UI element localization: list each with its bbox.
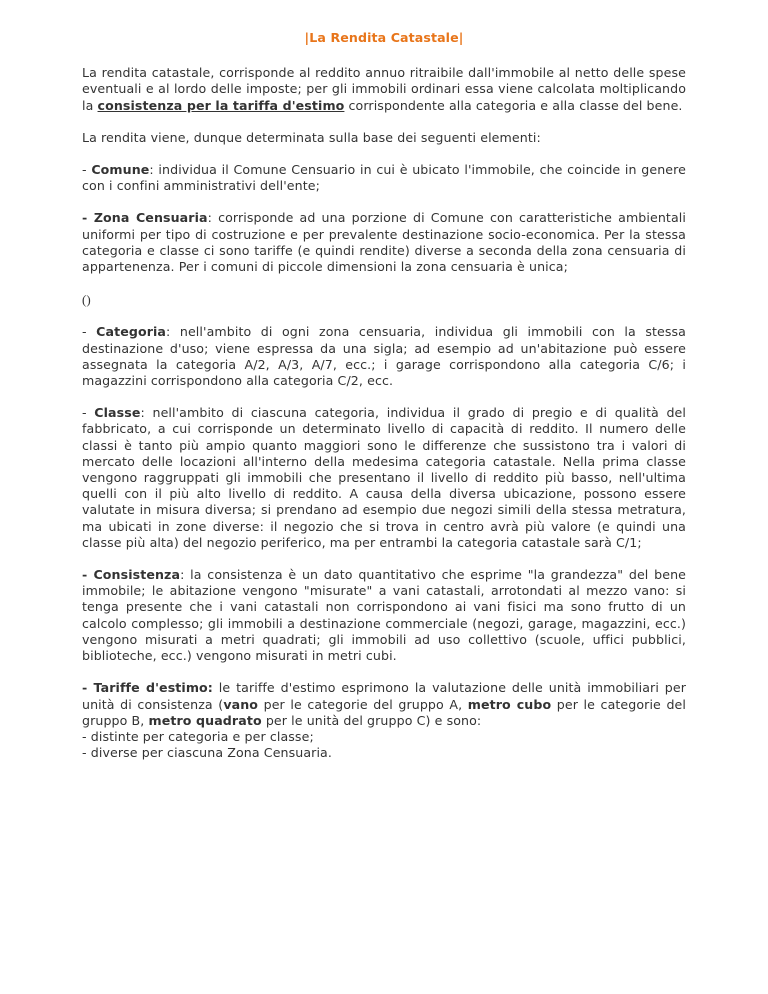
intro-paragraph (82, 65, 686, 114)
tariffe-text-c: per le categorie del gruppo B, (82, 696, 687, 728)
tariffe-metro-cubo: metro cubo (467, 696, 552, 712)
categoria-text: : nell'ambito di ogni zona censuaria, individua gli immobili con la stessa destinazione d'uso; viene espressa da una sigla; ad esempio ad un'abitazione può essere assegnata la categoria A/2, A/3, A/7, ecc.; i garage corrispondono alla categoria C/6; i magazzini corrispondono alla categoria C/2, ecc. (82, 324, 687, 389)
categoria-paragraph (82, 324, 686, 389)
tariffe-list-item: - distinte per categoria e per classe; (82, 728, 314, 744)
consistenza-paragraph (82, 567, 686, 664)
classe-paragraph (82, 405, 686, 551)
categoria-term: Categoria (96, 324, 167, 340)
tariffe-text-d: per le unità del gruppo C) e sono: (261, 712, 482, 728)
page-title: |La Rendita Catastale| (304, 30, 464, 45)
tariffe-text-a: le tariffe d'estimo esprimono la valutazione delle unità immobiliari per unità di consistenza ( (82, 680, 686, 712)
zona-term: - Zona Censuaria (82, 210, 208, 226)
consistenza-text: : la consistenza è un dato quantitativo che esprime "la grandezza" del bene immobile; le abitazione vengono "misurate" a vani catastali, arrotondati al mezzo vano: si tenga presente che i vani catastali non corrispondono ai vani fisici ma sono frutto di un calcolo complesso; gli immobili a destinazione commerciale (negozi, garage, magazzini, ecc.) vengono misurati a metri quadrati; gli immobili ad uso collettivo (scuole, uffici pubblici, biblioteche, ecc.) vengono misurati in metri cubi. (82, 567, 687, 664)
intro-lead-paragraph: La rendita viene, dunque determinata sulla base dei seguenti elementi: (82, 129, 541, 145)
tariffe-text-b: per le categorie del gruppo A, (258, 696, 468, 712)
empty-marker: () (82, 292, 91, 308)
tariffe-paragraph (82, 680, 686, 761)
classe-term: Classe (94, 405, 141, 421)
comune-text: : individua il Comune Censuario in cui è ubicato l'immobile, che coincide in genere con i confini amministrativi dell'ente; (82, 162, 687, 194)
tariffe-list-item: - diverse per ciascuna Zona Censuaria. (82, 745, 332, 761)
comune-term: Comune (91, 162, 150, 178)
categoria-dash: - (82, 324, 97, 340)
tariffe-metro-quadrato: metro quadrato (148, 712, 262, 728)
zona-text: : corrisponde ad una porzione di Comune con caratteristiche ambientali uniformi per tipo di costruzione e per prevalente destinazione socio-economica. Per la stessa categoria e classe ci sono tariffe (e quindi rendite) diverse a seconda della zona censuaria di appartenenza. Per i comuni di piccole dimensioni la zona censuaria è unica; (82, 210, 686, 275)
intro-text-start: La rendita catastale, corrisponde al reddito annuo ritraibile dall'immobile al netto delle spese eventuali e al lordo delle imposte; per gli immobili ordinari essa viene calcolata moltiplicando la (82, 65, 686, 113)
tariffe-term: - Tariffe d'estimo: (82, 680, 213, 696)
document-page (82, 30, 686, 777)
comune-dash: - (82, 162, 92, 178)
zona-paragraph (82, 210, 686, 275)
intro-text-end: corrispondente alla categoria e alla classe del bene. (344, 97, 683, 113)
tariffe-vano: vano (223, 696, 259, 712)
classe-text: : nell'ambito di ciascuna categoria, individua il grado di pregio e di qualità del fabbricato, a cui corrisponde un determinato livello di capacità di reddito. Il numero delle classi è tanto più ampio quanto maggiori sono le differenze che sussistono tra i valori di mercato delle locazioni all'interno della medesima categoria catastale. Nella prima classe vengono raggruppati gli immobili che presentano il livello di reddito più basso, nell'ultima quelli con il più alto livello di reddito. A causa della diversa ubicazione, possono essere valutate in misura diversa; si prendano ad esempio due negozi simili della stessa metratura, ma ubicati in zone diverse: il negozio che si trova in centro avrà più valore (e quindi una classe più alta) del negozio periferico, ma per entrambi la categoria catastale sarà C/1; (82, 405, 686, 550)
intro-emphasis: consistenza per la tariffa d'estimo (97, 97, 345, 113)
comune-paragraph (82, 162, 686, 194)
classe-dash: - (82, 405, 95, 421)
consistenza-term: - Consistenza (82, 567, 181, 583)
